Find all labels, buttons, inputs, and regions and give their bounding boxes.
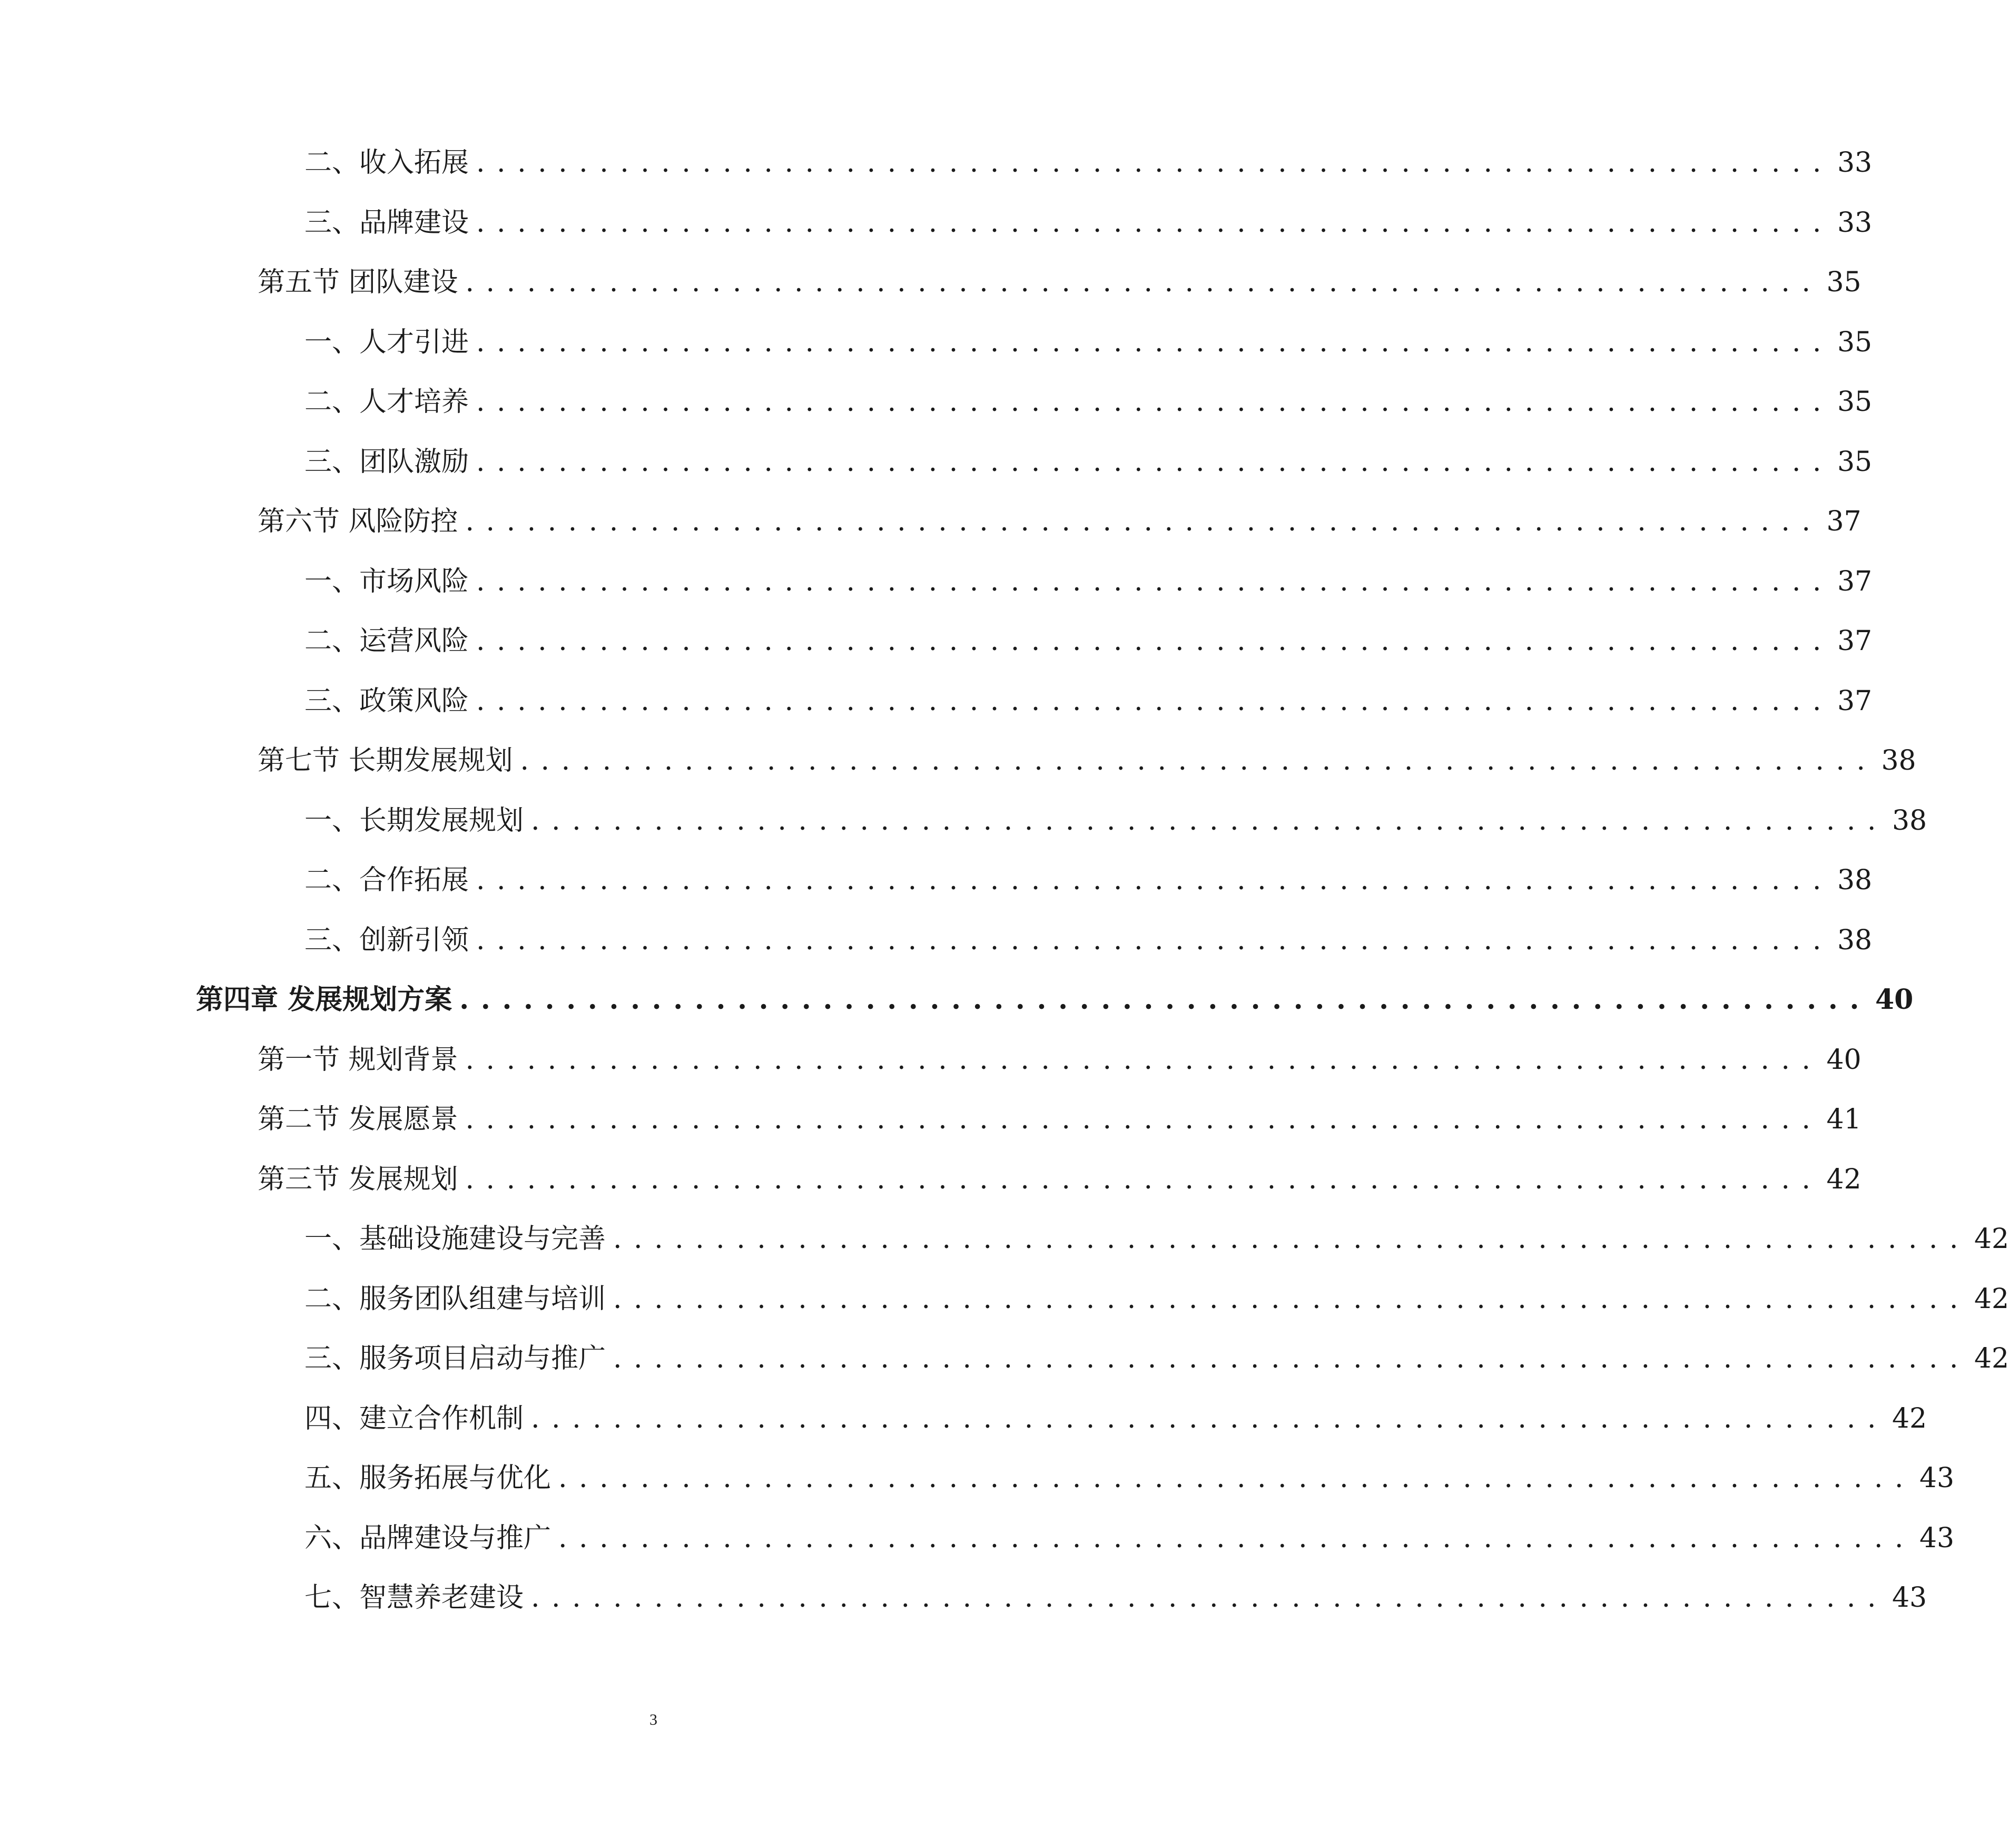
toc-entry-title: 一、基础设施建设与完善 <box>304 1223 606 1255</box>
toc-entry[interactable] <box>304 625 1873 687</box>
toc-entry[interactable] <box>304 327 1873 389</box>
toc-entry-title: 三、创新引领 <box>304 925 469 956</box>
toc-entry-title: 第二节 发展愿景 <box>258 1104 458 1135</box>
dot-leader: .................................................................. <box>465 1044 1823 1076</box>
toc-entry-title: 第六节 风险防控 <box>258 506 458 537</box>
toc-entry-title: 第五节 团队建设 <box>258 267 458 298</box>
dot-leader: .................................................................. <box>459 984 1871 1016</box>
dot-leader: .................................................................. <box>558 1522 1915 1554</box>
dot-leader: .................................................................. <box>476 864 1833 896</box>
toc-entry[interactable] <box>304 1582 1927 1644</box>
toc-entry-title: 六、品牌建设与推广 <box>304 1522 552 1554</box>
dot-leader: .................................................................. <box>476 147 1833 179</box>
toc-entry-page: 40 <box>1826 1044 1862 1076</box>
toc-entry-page: 43 <box>1892 1582 1927 1614</box>
toc-entry[interactable] <box>304 1223 2009 1285</box>
toc-entry-title: 二、收入拓展 <box>304 147 469 179</box>
dot-leader: .................................................................. <box>531 805 1888 837</box>
toc-entry-page: 35 <box>1837 327 1873 358</box>
toc-entry-page: 33 <box>1837 207 1873 239</box>
toc-entry-page: 42 <box>1974 1283 2009 1315</box>
toc-entry[interactable] <box>304 805 1927 867</box>
toc-entry-title: 二、人才培养 <box>304 386 469 418</box>
toc-entry[interactable] <box>304 207 1873 269</box>
toc-entry-title: 四、建立合作机制 <box>304 1403 524 1434</box>
dot-leader: .................................................................. <box>476 625 1833 657</box>
toc-entry-page: 37 <box>1837 685 1873 717</box>
toc-entry-page: 35 <box>1837 446 1873 478</box>
toc-entry-page: 37 <box>1837 566 1873 597</box>
toc-entry[interactable] <box>258 267 1862 329</box>
toc-entry-page: 37 <box>1837 625 1873 657</box>
toc-entry-page: 33 <box>1837 147 1873 179</box>
dot-leader: .................................................................. <box>613 1223 1970 1255</box>
dot-leader: .................................................................. <box>531 1403 1888 1434</box>
toc-entry[interactable] <box>196 984 1914 1046</box>
toc-entry-title: 第三节 发展规划 <box>258 1164 458 1195</box>
toc-entry[interactable] <box>304 864 1873 927</box>
toc-entry[interactable] <box>304 1522 1955 1585</box>
toc-entry-page: 42 <box>1826 1164 1862 1195</box>
toc-entry[interactable] <box>304 1343 2009 1405</box>
toc-entry[interactable] <box>304 446 1873 508</box>
toc-entry-page: 42 <box>1974 1343 2009 1374</box>
toc-entry-page: 38 <box>1892 805 1927 837</box>
toc-entry-page: 40 <box>1875 984 1914 1016</box>
dot-leader: .................................................................. <box>465 267 1823 298</box>
dot-leader: .................................................................. <box>476 925 1833 956</box>
toc-entry[interactable] <box>258 506 1862 568</box>
toc-entry[interactable] <box>304 1403 1927 1465</box>
toc-entry-title: 第四章 发展规划方案 <box>196 984 452 1016</box>
dot-leader: .................................................................. <box>558 1462 1915 1494</box>
toc-entry-title: 第七节 长期发展规划 <box>258 745 513 776</box>
dot-leader: .................................................................. <box>476 327 1833 358</box>
toc-entry[interactable] <box>304 566 1873 628</box>
toc-entry-title: 三、政策风险 <box>304 685 469 717</box>
toc-entry-page: 37 <box>1826 506 1862 537</box>
toc-entry-title: 二、服务团队组建与培训 <box>304 1283 606 1315</box>
dot-leader: .................................................................. <box>476 207 1833 239</box>
toc-entry[interactable] <box>304 147 1873 209</box>
toc-entry-title: 三、服务项目启动与推广 <box>304 1343 606 1374</box>
toc-entry[interactable] <box>304 386 1873 448</box>
dot-leader: .................................................................. <box>476 386 1833 418</box>
toc-entry[interactable] <box>258 745 1916 807</box>
toc-entry-page: 38 <box>1837 864 1873 896</box>
dot-leader: .................................................................. <box>476 566 1833 597</box>
toc-entry-page: 42 <box>1974 1223 2009 1255</box>
toc-entry-title: 三、团队激励 <box>304 446 469 478</box>
toc-entry-title: 一、人才引进 <box>304 327 469 358</box>
dot-leader: .................................................................. <box>465 1104 1823 1135</box>
dot-leader: .................................................................. <box>613 1343 1970 1374</box>
toc-entry-title: 三、品牌建设 <box>304 207 469 239</box>
toc-entry-page: 41 <box>1826 1104 1862 1135</box>
toc-entry-title: 一、市场风险 <box>304 566 469 597</box>
dot-leader: .................................................................. <box>476 685 1833 717</box>
toc-entry-title: 第一节 规划背景 <box>258 1044 458 1076</box>
toc-entry-title: 五、服务拓展与优化 <box>304 1462 552 1494</box>
toc-entry-page: 43 <box>1919 1522 1955 1554</box>
toc-entry-page: 43 <box>1919 1462 1955 1494</box>
toc-entry-title: 二、合作拓展 <box>304 864 469 896</box>
toc-entry-page: 42 <box>1892 1403 1927 1434</box>
toc-entry-page: 35 <box>1826 267 1862 298</box>
dot-leader: .................................................................. <box>465 506 1823 537</box>
toc-entry[interactable] <box>258 1104 1862 1166</box>
toc-entry[interactable] <box>258 1044 1862 1106</box>
toc-entry[interactable] <box>304 925 1873 987</box>
dot-leader: .................................................................. <box>476 446 1833 478</box>
toc-entry-page: 38 <box>1881 745 1916 776</box>
toc-entry-page: 38 <box>1837 925 1873 956</box>
toc-entry[interactable] <box>258 1164 1862 1226</box>
dot-leader: .................................................................. <box>531 1582 1888 1614</box>
toc-entry-title: 二、运营风险 <box>304 625 469 657</box>
dot-leader: .................................................................. <box>465 1164 1823 1195</box>
toc-entry[interactable] <box>304 685 1873 748</box>
toc-entry-page: 35 <box>1837 386 1873 418</box>
toc-entry-title: 七、智慧养老建设 <box>304 1582 524 1614</box>
toc-entry[interactable] <box>304 1283 2009 1345</box>
toc-entry-title: 一、长期发展规划 <box>304 805 524 837</box>
toc-entry[interactable] <box>304 1462 1955 1525</box>
dot-leader: .................................................................. <box>613 1283 1970 1315</box>
page-number: 3 <box>649 1711 657 1728</box>
dot-leader: .................................................................. <box>520 745 1877 776</box>
